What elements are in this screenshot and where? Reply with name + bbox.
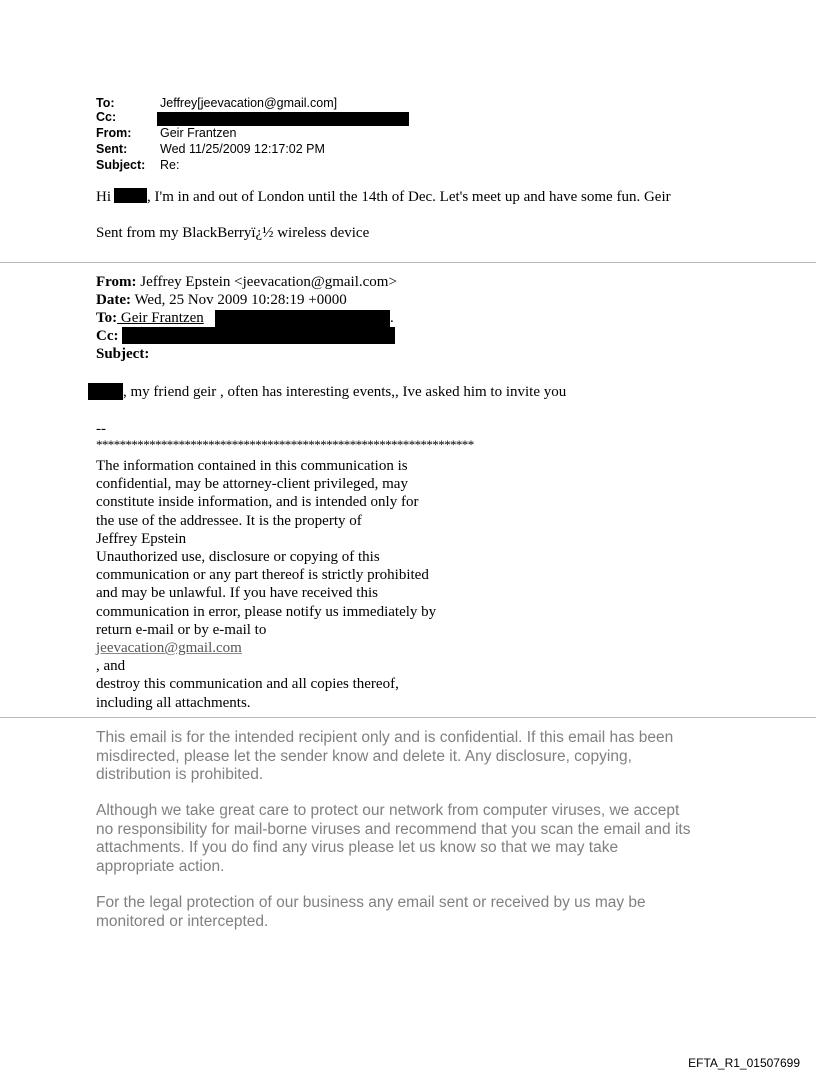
quoted-cc-row [96, 327, 119, 345]
divider [0, 262, 816, 263]
redaction-box [157, 112, 409, 126]
quoted-from-value: Jeffrey Epstein <jeevacation@gmail.com> [136, 274, 397, 290]
disclaimer-line: communication in error, please notify us immediately by [96, 603, 437, 620]
disclaimer-line: The information contained in this communication is [96, 458, 408, 474]
disclaimer-line: Jeffrey Epstein [96, 530, 187, 547]
quoted-from-row [96, 273, 397, 291]
footer-line: For the legal protection of our business any email sent or received by us may be [96, 894, 646, 911]
disclaimer-link-suffix: , and [96, 658, 126, 675]
footer-line: monitored or intercepted. [96, 912, 269, 930]
redaction-box [215, 310, 390, 327]
quoted-cc-label: Cc: [96, 328, 119, 344]
quoted-to-tail: . [390, 310, 394, 326]
disclaimer-line: Unauthorized use, disclosure or copying of this [96, 549, 380, 566]
disclaimer-line: communication or any part thereof is strictly prohibited [96, 567, 429, 584]
disclaimer-line: confidential, may be attorney-client privileged, may [96, 476, 408, 493]
quoted-subject-row [96, 345, 149, 363]
disclaimer-line: the use of the addressee. It is the property of [96, 512, 362, 529]
header-subject-value: Re: [160, 158, 180, 172]
header-to-label: To: [96, 96, 115, 110]
quoted-date-value: Wed, 25 Nov 2009 10:28:19 +0000 [130, 292, 347, 308]
reply-message [96, 188, 671, 206]
confidentiality-disclaimer [96, 457, 496, 712]
signature-dash: -- [96, 421, 106, 437]
footer-line: misdirected, please let the sender know and delete it. Any disclosure, copying, [96, 747, 632, 765]
disclaimer-line [96, 621, 496, 676]
footer-line: distribution is prohibited. [96, 766, 264, 783]
header-sent-value: Wed 11/25/2009 12:17:02 PM [160, 142, 325, 156]
footer-line: Although we take great care to protect our network from computer viruses, we accept [96, 802, 680, 819]
footer-line: attachments. If you do find any virus please let us know so that we may take [96, 839, 619, 856]
header-sent-label: Sent: [96, 142, 128, 156]
quoted-to-value: Geir Frantzen [117, 310, 204, 326]
header-subject-label: Subject: [96, 158, 146, 172]
signature-stars: **************************************************************** [96, 437, 474, 452]
quoted-subject-label: Subject: [96, 346, 150, 362]
footer-notice-para3 [96, 894, 736, 931]
quoted-message: , my friend geir , often has interesting events,, Ive asked him to invite you [123, 384, 567, 400]
quoted-to-label: To: [96, 310, 118, 326]
divider [0, 717, 816, 718]
footer-notice-para1 [96, 729, 736, 785]
quoted-date-row [96, 291, 347, 309]
quoted-to-row [96, 309, 204, 327]
disclaimer-link-prefix: return e-mail or by e-mail to [96, 621, 267, 638]
disclaimer-line: destroy this communication and all copies thereof, [96, 676, 399, 693]
quoted-from-label: From: [96, 274, 137, 290]
redaction-box [122, 327, 395, 344]
reply-signature: Sent from my BlackBerryï¿½ wireless device [96, 225, 370, 241]
disclaimer-line: constitute inside information, and is intended only for [96, 494, 419, 511]
footer-line: appropriate action. [96, 857, 225, 875]
email-link[interactable]: jeevacation@gmail.com [96, 640, 242, 657]
disclaimer-line: including all attachments. [96, 694, 251, 711]
document-id: EFTA_R1_01507699 [688, 1056, 800, 1070]
redaction-box [114, 188, 147, 203]
redaction-box [88, 383, 123, 400]
footer-notice-para2 [96, 802, 736, 876]
header-from-label: From: [96, 126, 132, 140]
disclaimer-line: and may be unlawful. If you have received this [96, 585, 378, 602]
header-to-value: Jeffrey[jeevacation@gmail.com] [160, 96, 338, 110]
footer-line: no responsibility for mail-borne viruses and recommend that you scan the email and its [96, 820, 691, 838]
header-cc-label: Cc: [96, 110, 117, 124]
header-from-value: Geir Frantzen [160, 126, 237, 140]
reply-greeting: Hi [96, 189, 111, 205]
quoted-date-label: Date: [96, 292, 131, 308]
reply-message-text: , I'm in and out of London until the 14th of Dec. Let's meet up and have some fun. Geir [147, 189, 671, 205]
footer-line: This email is for the intended recipient only and is confidential. If this email has been [96, 729, 674, 746]
